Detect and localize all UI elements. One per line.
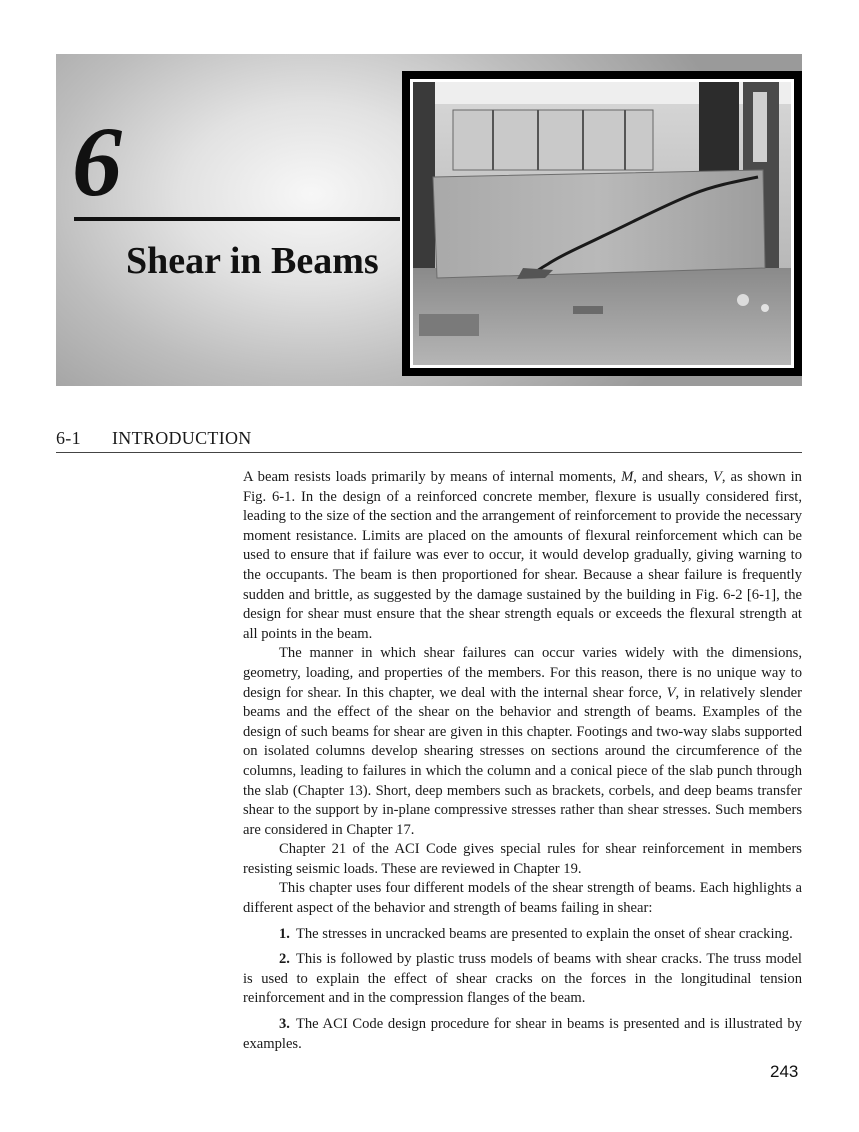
paragraph-4: This chapter uses four different models of the shear strength of beams. Each highlights a different aspect of the behavior and strength of beams failing in shear:	[243, 880, 802, 917]
chapter-number: 6	[72, 106, 122, 217]
list-item-text: The ACI Code design procedure for shear in beams is presented and is illustrated by examples.	[243, 1016, 802, 1052]
chapter-title: Shear in Beams	[126, 240, 379, 282]
list-item-number: 2.	[279, 951, 290, 968]
page-number: 243	[770, 1062, 799, 1081]
text-run: V	[666, 684, 676, 701]
paragraph-3: Chapter 21 of the ACI Code gives special rules for shear reinforcement in members resisting seismic loads. These are reviewed in Chapter 19.	[243, 841, 802, 877]
lab-windows	[453, 110, 653, 170]
chapter-photo-frame	[402, 71, 802, 376]
list-item-text: The stresses in uncracked beams are presented to explain the onset of shear cracking.	[295, 925, 793, 942]
body-text	[243, 468, 802, 1054]
section-heading	[56, 428, 802, 453]
text-run: A beam resists loads primarily by means of internal moments,	[243, 469, 622, 485]
chapter-rule	[74, 217, 400, 221]
section-title: INTRODUCTION	[112, 428, 252, 448]
paragraph-2	[243, 644, 802, 840]
chapter-photo-border	[410, 79, 794, 368]
list-item	[243, 925, 802, 945]
list-item-number: 1.	[279, 925, 290, 942]
numbered-list	[243, 925, 802, 1055]
list-item	[243, 1015, 802, 1054]
text-run: V	[712, 469, 722, 485]
list-item-number: 3.	[279, 1016, 290, 1033]
text-run: M	[621, 469, 634, 485]
list-item	[243, 950, 802, 1009]
text-run: , and shears,	[633, 469, 713, 485]
list-item-text: This is followed by plastic truss models of beams with shear cracks. The truss model is used to explain the effect of shear cracks on the forces in the longitudinal tension reinforcement and in the compression flanges of the beam.	[243, 951, 802, 1007]
paragraph-1	[243, 468, 802, 644]
section-number: 6-1	[56, 428, 81, 448]
text-run: , as shown in Fig. 6-1. In the design of a reinforced concrete member, flexure is usually considered first, leading to the size of the section and the arrangement of reinforcement to provide the necessary moment resistance. Limits are placed on the amounts of flexural reinforcement which can be used to ensure that if failure was ever to occur, it would develop gradually, giving warning to the occupants. The beam is then proportioned for shear. Because a shear failure is frequently sudden and brittle, as suggested by the damage sustained by the building in Fig. 6-2 [6-1], the design for shear must ensure that the shear strength equals or exceeds the flexural strength at all points in the beam.	[243, 469, 802, 642]
text-run: The manner in which shear failures can occur varies widely with the dimensions, geometry, loading, and properties of the members. For this reason, there is no unique way to design for shear. In this chapter, we deal with the internal shear force,	[243, 645, 802, 701]
text-run: , in relatively slender beams and the effect of the shear on the behavior and strength of beams. Examples of the design of such beams for shear are given in this chapter. Footings and two-way slabs supported on isolated columns develop shearing stresses on sections around the circumference of the columns, leading to failures in which the column and a conical piece of the slab punch through the slab (Chapter 13). Short, deep members such as brackets, corbels, and deep beams transfer shear to the support by in-plane compressive stresses rather than shear stresses. Such members are considered in Chapter 17.	[243, 684, 802, 838]
shear-failure-photo	[413, 82, 791, 365]
